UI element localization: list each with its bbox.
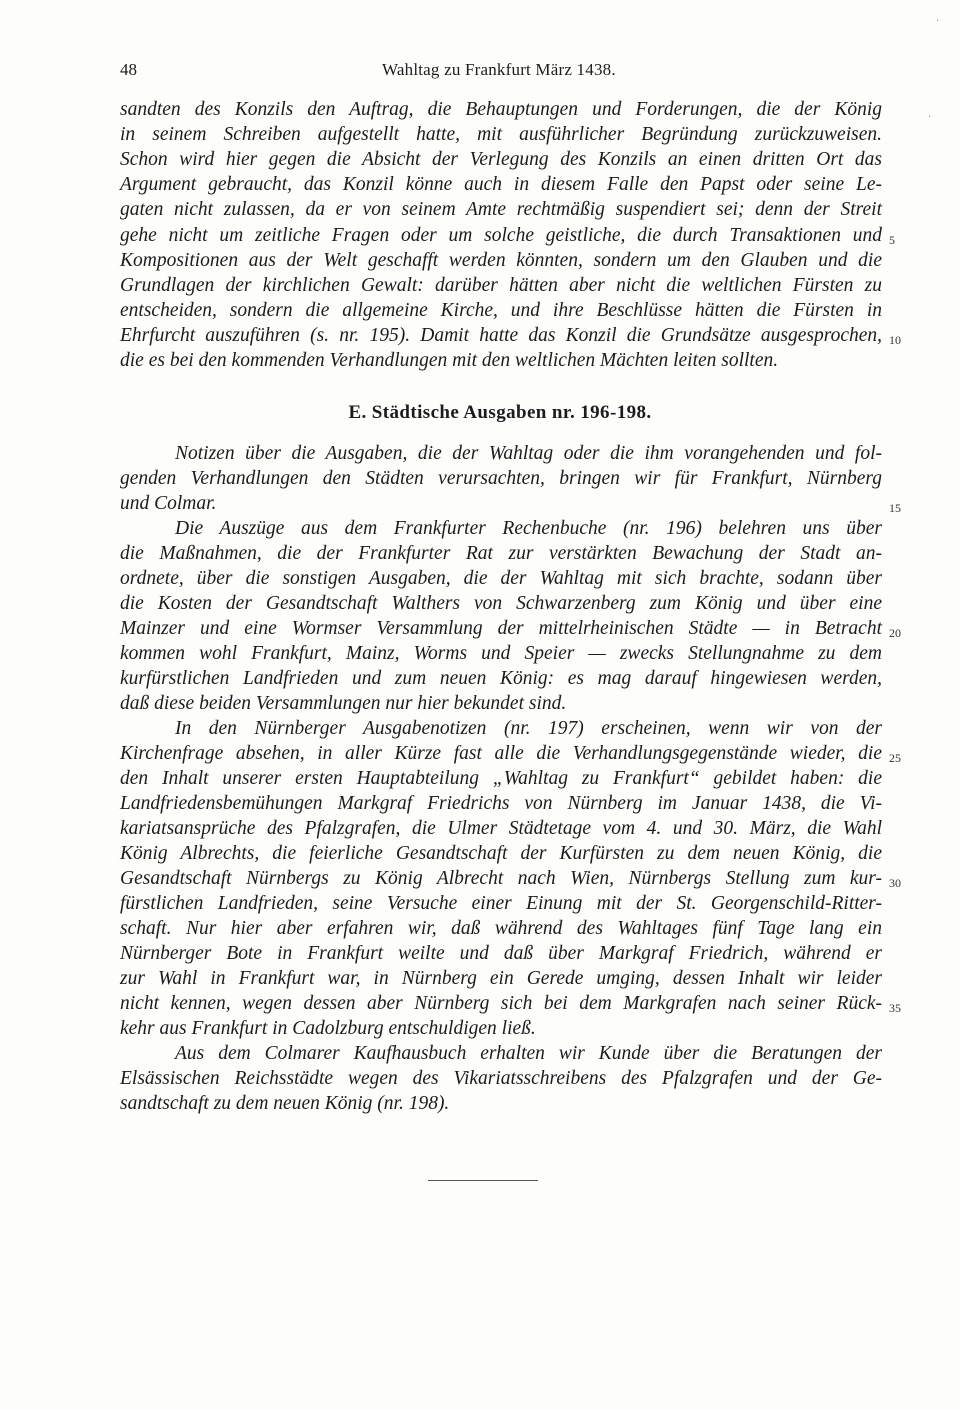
text-line: sandtschaft zu dem neuen König (nr. 198).: [120, 1093, 450, 1114]
running-head: Wahltag zu Frankfurt März 1438.: [382, 60, 616, 79]
text-line: gehe nicht um zeitliche Fragen oder um solche geistliche, die durch Transaktionen und: [120, 225, 882, 246]
text-line: schaft. Nur hier aber erfahren wir, daß während des Wahltages fünf Tage lang ein: [120, 918, 882, 939]
text-line: Gesandtschaft Nürnbergs zu König Albrecht nach Wien, Nürnbergs Stellung zum kur-: [120, 868, 882, 889]
text-line: In den Nürnberger Ausgabenotizen (nr. 197) erscheinen, wenn wir von der: [175, 718, 882, 739]
closing-rule: [428, 1180, 538, 1181]
scan-speck-icon: ·: [936, 16, 940, 27]
scan-speck-icon: ·: [928, 112, 932, 123]
text-line: nicht kennen, wegen dessen aber Nürnberg sich bei dem Markgrafen nach seiner Rück-: [120, 993, 882, 1014]
line-number: 35: [889, 1001, 901, 1015]
text-line: zur Wahl in Frankfurt war, in Nürnberg ein Gerede umging, dessen Inhalt wir leider: [120, 968, 882, 989]
text-line: kehr aus Frankfurt in Cadolzburg entschuldigen ließ.: [120, 1018, 536, 1039]
line-number: 10: [889, 333, 901, 347]
text-line: kommen wohl Frankfurt, Mainz, Worms und Speier — zwecks Stellungnahme zu dem: [120, 643, 882, 664]
page-header: [120, 60, 880, 86]
text-line: kariatsansprüche des Pfalzgrafen, die Ulmer Städtetage vom 4. und 30. März, die Wahl: [120, 818, 882, 839]
text-line: in seinem Schreiben aufgestellt hatte, mit ausführlicher Begründung zurückzuweisen.: [120, 124, 882, 145]
text-line: Die Auszüge aus dem Frankfurter Rechenbuche (nr. 196) belehren uns über: [175, 518, 882, 539]
text-line: Argument gebraucht, das Konzil könne auch in diesem Falle den Papst oder seine Le-: [120, 174, 882, 195]
text-line: die Maßnahmen, die der Frankfurter Rat zur verstärkten Bewachung der Stadt an-: [120, 543, 882, 564]
text-line: König Albrechts, die feierliche Gesandtschaft der Kurfürsten zu dem neuen König, die: [120, 843, 882, 864]
line-number: 25: [889, 751, 901, 765]
text-line: den Inhalt unserer ersten Hauptabteilung „Wahltag zu Frankfurt“ gebildet haben: die: [120, 768, 882, 789]
text-line: Mainzer und eine Wormser Versammlung der mittelrheinischen Städte — in Betracht: [120, 618, 882, 639]
text-line: sandten des Konzils den Auftrag, die Behauptungen und Forderungen, die der König: [120, 99, 882, 120]
text-line: Kirchenfrage absehen, in aller Kürze fast alle die Verhandlungsgegenstände wieder, die: [120, 743, 882, 764]
text-line: Kompositionen aus der Welt geschafft werden könnten, sondern um den Glauben und die: [120, 250, 882, 271]
text-line: daß diese beiden Versammlungen nur hier bekundet sind.: [120, 693, 567, 714]
text-line: Aus dem Colmarer Kaufhausbuch erhalten wir Kunde über die Beratungen der: [175, 1043, 882, 1064]
text-line: Schon wird hier gegen die Absicht der Verlegung des Konzils an einen dritten Ort das: [120, 149, 882, 170]
section-heading: E. Städtische Ausgaben nr. 196-198.: [348, 402, 652, 423]
text-line: genden Verhandlungen den Städten verursachten, bringen wir für Frankfurt, Nürnberg: [120, 468, 882, 489]
page-number: 48: [120, 60, 137, 79]
text-line: und Colmar.: [120, 493, 217, 514]
line-number: 5: [889, 233, 895, 247]
text-line: entscheiden, sondern die allgemeine Kirche, und ihre Beschlüsse hätten die Fürsten in: [120, 300, 882, 321]
text-line: Nürnberger Bote in Frankfurt weilte und daß über Markgraf Friedrich, während er: [120, 943, 882, 964]
line-number: 20: [889, 626, 901, 640]
text-line: Elsässischen Reichsstädte wegen des Vikariatsschreibens des Pfalzgrafen und der Ge-: [120, 1068, 882, 1089]
text-line: ordnete, über die sonstigen Ausgaben, die der Wahltag mit sich brachte, sodann über: [120, 568, 882, 589]
line-number: 15: [889, 501, 901, 515]
text-line: die es bei den kommenden Verhandlungen mit den weltlichen Mächten leiten sollten.: [120, 350, 779, 371]
text-line: Landfriedensbemühungen Markgraf Friedrichs von Nürnberg im Januar 1438, die Vi-: [120, 793, 882, 814]
text-line: kurfürstlichen Landfrieden und zum neuen König: es mag darauf hingewiesen werden,: [120, 668, 882, 689]
text-line: Notizen über die Ausgaben, die der Wahltag oder die ihm vorangehenden und fol-: [175, 443, 882, 464]
text-line: die Kosten der Gesandtschaft Walthers von Schwarzenberg zum König und über eine: [120, 593, 882, 614]
text-line: Ehrfurcht auszuführen (s. nr. 195). Damit hatte das Konzil die Grundsätze ausgesprochen,: [120, 325, 882, 346]
text-line: Grundlagen der kirchlichen Gewalt: darüber hätten aber nicht die weltlichen Fürsten zu: [120, 275, 882, 296]
text-line: fürstlichen Landfrieden, seine Versuche einer Einung mit der St. Georgenschild-Ritter-: [120, 893, 882, 914]
line-number: 30: [889, 876, 901, 890]
text-line: gaten nicht zulassen, da er von seinem Amte rechtmäßig suspendiert sei; denn der Streit: [120, 199, 882, 220]
